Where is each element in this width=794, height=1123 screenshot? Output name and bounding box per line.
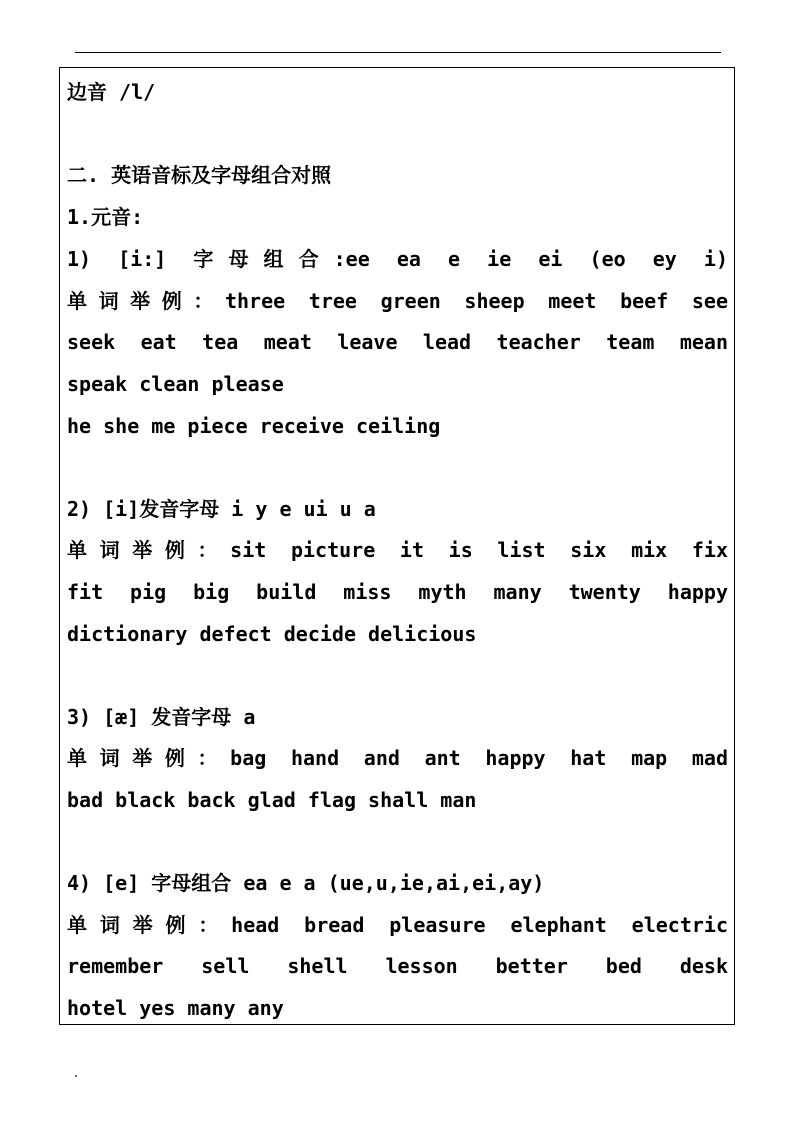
- item-4-examples-cont: remember sell shell lesson better bed desk: [67, 954, 728, 978]
- item-2-examples-cont2: dictionary defect decide delicious: [67, 622, 477, 646]
- item-2-examples-cont: fit pig big build miss myth many twenty happy: [67, 580, 728, 604]
- item-4-heading: 4) [e] 字母组合 ea e a (ue,u,ie,ai,ei,ay): [67, 871, 545, 895]
- item-1-examples-cont2: speak clean please: [67, 372, 284, 396]
- line-lateral-sound: 边音 /l/: [67, 80, 156, 104]
- item-1-examples-cont3: he she me piece receive ceiling: [67, 414, 441, 438]
- item-3-examples: 单词举例：bag hand and ant happy hat map mad: [67, 746, 728, 770]
- section-heading: 二. 英语音标及字母组合对照: [67, 163, 332, 187]
- item-2-heading: 2) [i]发音字母 i y e ui u a: [67, 497, 376, 521]
- item-3-heading: 3) [æ] 发音字母 a: [67, 705, 256, 729]
- item-1-examples-cont: seek eat tea meat leave lead teacher team mean: [67, 330, 728, 354]
- header-rule: [75, 52, 721, 53]
- item-1-heading: 1) [i:] 字母组合:ee ea e ie ei (eo ey i): [67, 247, 728, 271]
- item-3-examples-cont: bad black back glad flag shall man: [67, 788, 477, 812]
- item-1-examples: 单词举例：three tree green sheep meet beef see: [67, 289, 728, 313]
- item-4-examples-cont2: hotel yes many any: [67, 996, 284, 1020]
- item-4-examples: 单词举例：head bread pleasure elephant electric: [67, 913, 728, 937]
- footer-mark: [75, 1075, 77, 1077]
- subsection-vowels: 1.元音:: [67, 205, 144, 229]
- item-2-examples: 单词举例：sit picture it is list six mix fix: [67, 538, 728, 562]
